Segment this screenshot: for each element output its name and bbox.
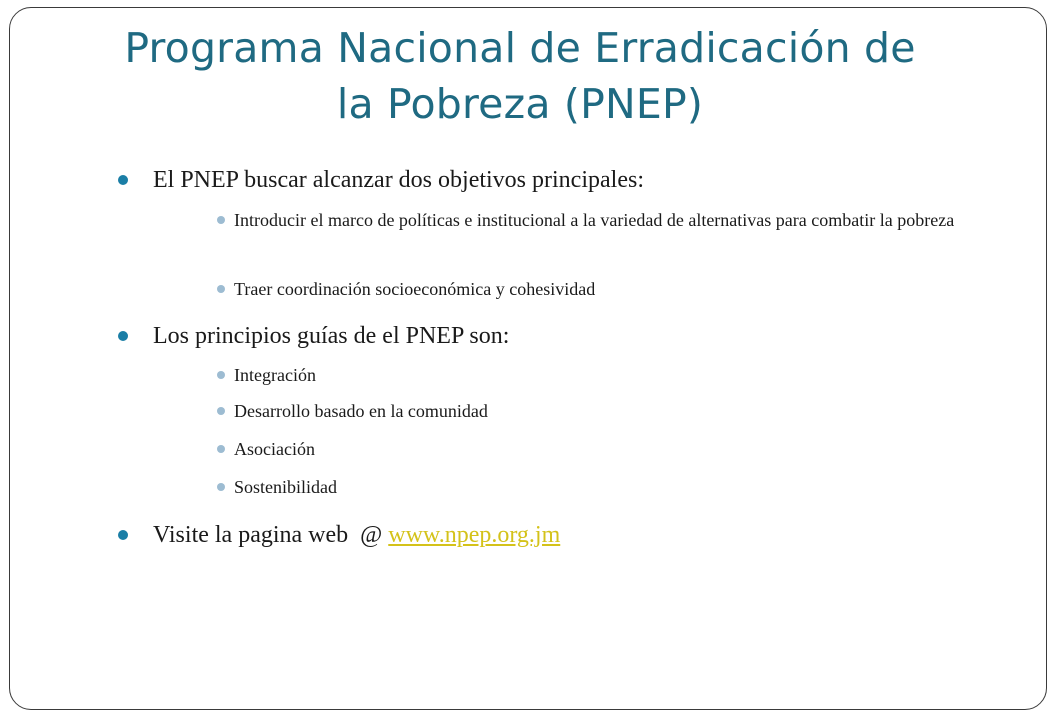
sub-bullet-text: Integración	[234, 365, 316, 385]
bullet-principles	[153, 322, 509, 350]
sub-bullet-principle-4	[234, 474, 1004, 501]
sub-bullet-text: Asociación	[234, 439, 315, 459]
sub-bullet-dot-icon	[217, 445, 225, 453]
bullet-principles-text: Los principios guías de el PNEP son:	[153, 323, 510, 349]
bullet-dot-icon	[118, 530, 128, 540]
sub-bullet-dot-icon	[217, 483, 225, 491]
sub-bullet-text: Traer coordinación socioeconómica y cohesividad	[234, 279, 596, 299]
sub-bullet-objective-1	[234, 207, 1004, 234]
sub-bullet-objective-2	[234, 276, 1004, 303]
sub-bullet-text: Introducir el marco de políticas e institucional a la variedad de alternativas para combatir la pobreza	[234, 210, 955, 230]
sub-bullet-dot-icon	[217, 216, 225, 224]
website-prefix-text: Visite la pagina web @	[153, 522, 389, 548]
title-line-2: la Pobreza (PNEP)	[336, 80, 704, 128]
website-link[interactable]: www.npep.org.jm	[388, 522, 561, 548]
sub-bullet-principle-2	[234, 398, 1004, 425]
bullet-objectives-text: El PNEP buscar alcanzar dos objetivos principales:	[153, 167, 644, 193]
bullet-website	[153, 521, 560, 549]
sub-bullet-principle-3	[234, 436, 1004, 463]
sub-bullet-text: Desarrollo basado en la comunidad	[234, 401, 488, 421]
bullet-objectives	[153, 166, 644, 194]
sub-bullet-principle-1	[234, 362, 1004, 389]
sub-bullet-dot-icon	[217, 285, 225, 293]
sub-bullet-dot-icon	[217, 371, 225, 379]
sub-bullet-text: Sostenibilidad	[234, 477, 337, 497]
bullet-dot-icon	[118, 331, 128, 341]
title-line-1: Programa Nacional de Erradicación de	[124, 24, 916, 72]
bullet-dot-icon	[118, 175, 128, 185]
sub-bullet-dot-icon	[217, 407, 225, 415]
